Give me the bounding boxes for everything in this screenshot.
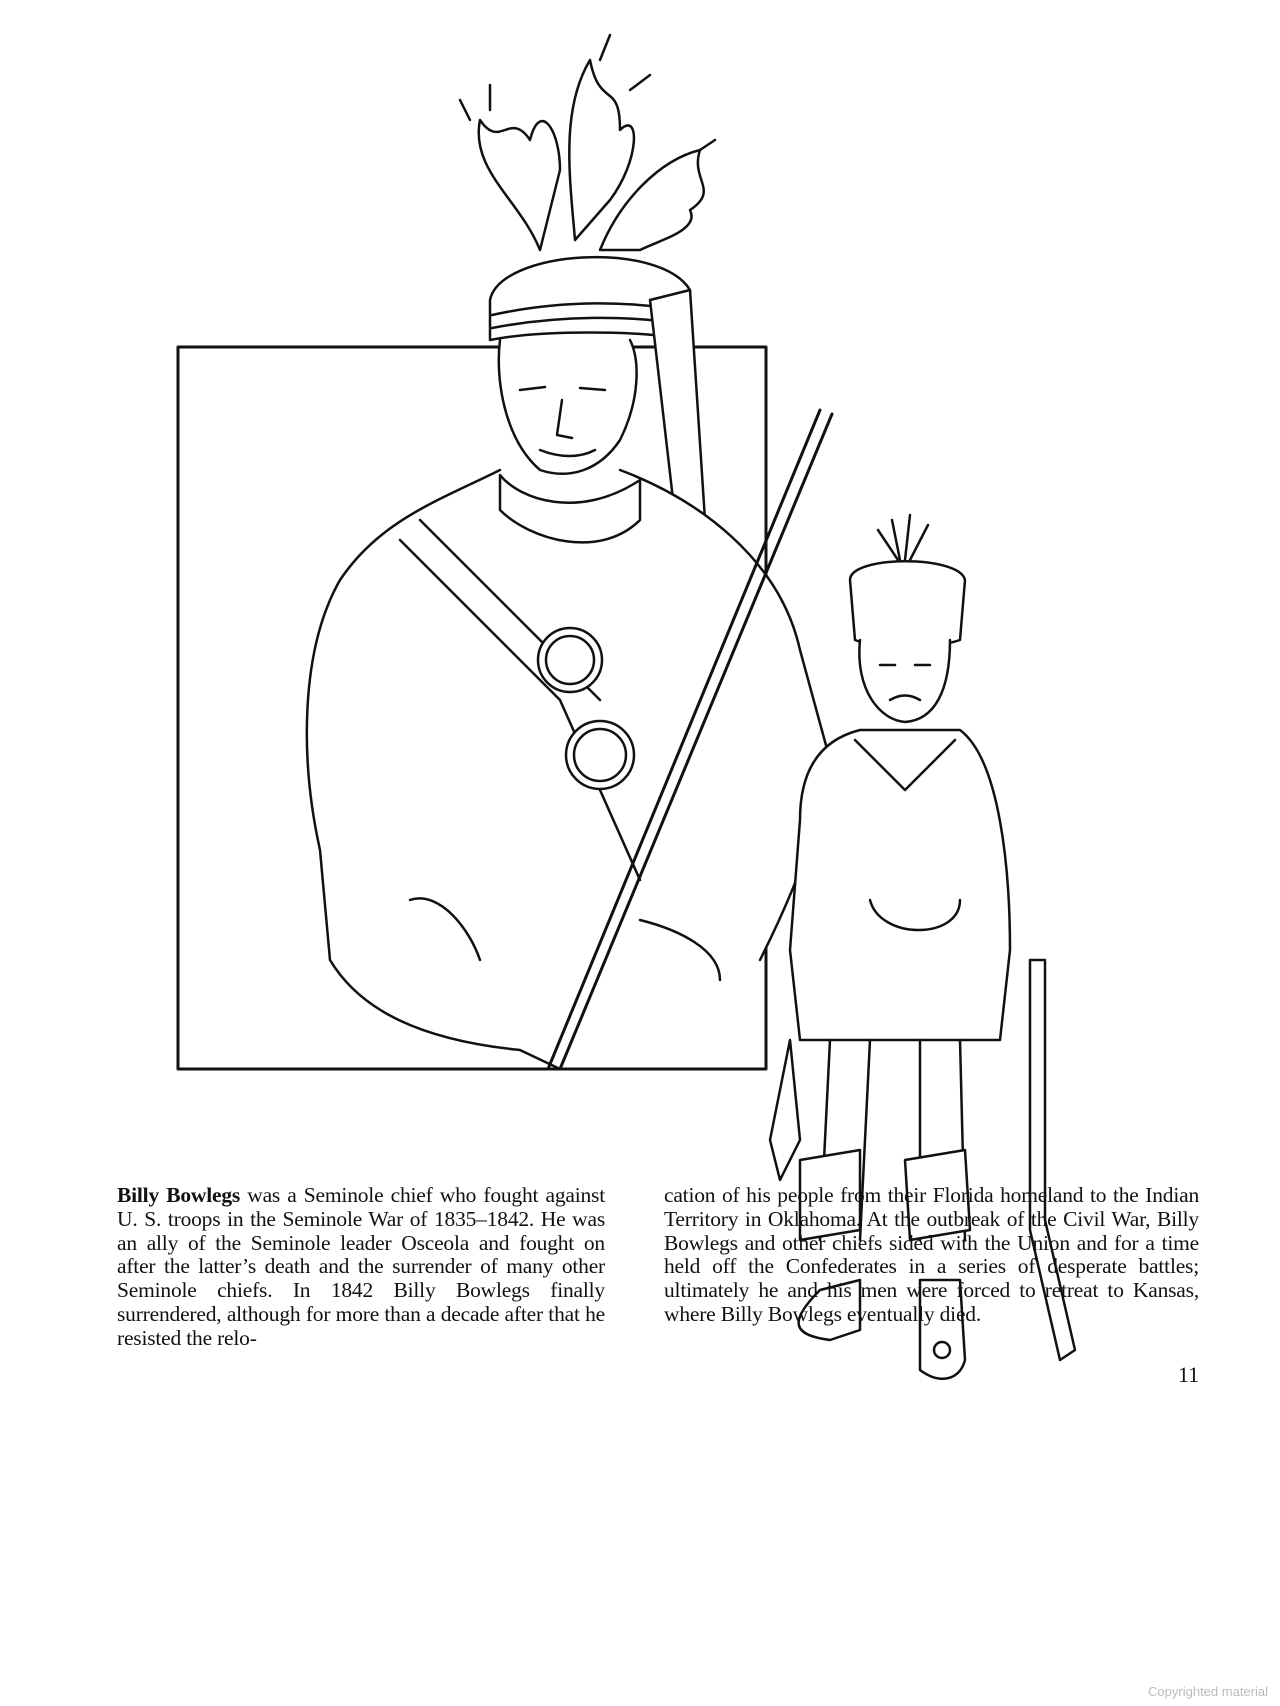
- caption-right-text: cation of his people from their Florida homeland to the Indian Territory in Oklahoma. At the outbreak of the Civil War, Billy Bowlegs and other chiefs sided with the Union and for a time held off the Confederates in a series of desperate battles; ultimately he and his men were forced to retreat to Kansas, where Billy Bowlegs eventually died.: [664, 1183, 1199, 1326]
- copyright-watermark: Copyrighted material: [1148, 1684, 1268, 1699]
- caption-left-text: was a Seminole chief who fought against U. S. troops in the Seminole War of 1835–1842. He was an ally of the Seminole leader Osceola and fought on after the latter’s death and the surrender of many other Seminole chiefs. In 1842 Billy Bowlegs finally surrendered, although for more than a decade after that he resisted the relo-: [117, 1183, 605, 1350]
- caption-subject-name: Billy Bowlegs: [117, 1183, 241, 1207]
- caption-left-column: [117, 1184, 605, 1351]
- page-number: 11: [1178, 1362, 1200, 1387]
- caption-right-column: [664, 1184, 1199, 1327]
- seated-chief-figure: [307, 35, 830, 1069]
